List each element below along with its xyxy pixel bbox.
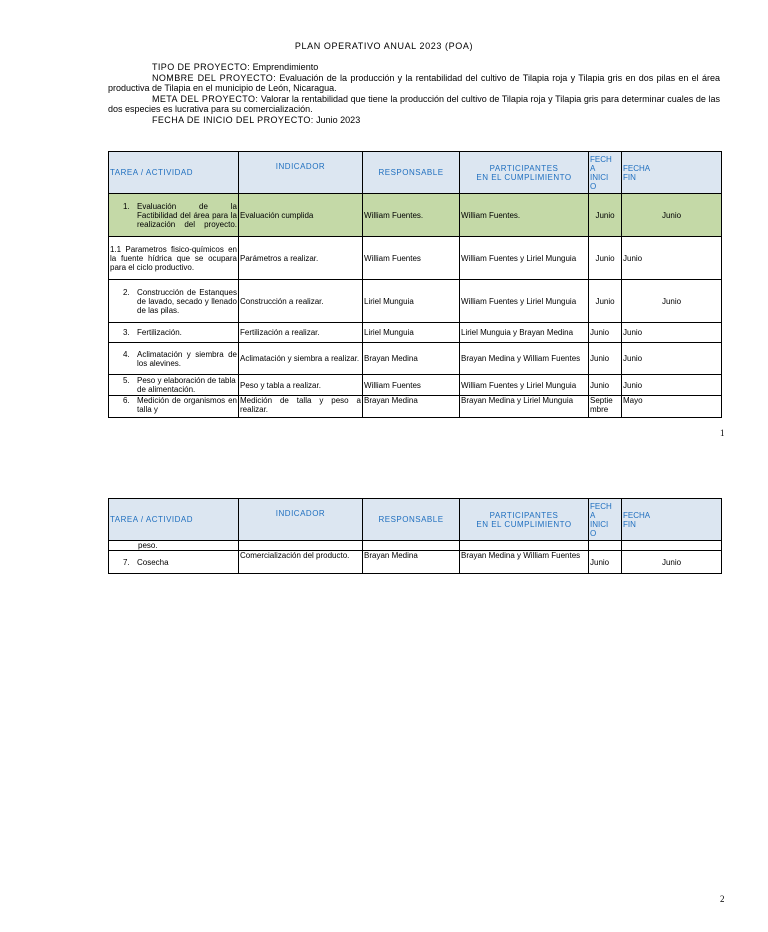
inicio-cell: Junio: [589, 280, 622, 323]
participantes-cell: [460, 541, 589, 551]
header-fecha-inicio-4: O: [590, 528, 597, 538]
header-fecha-inicio: [589, 499, 622, 541]
page-number-1: 1: [720, 428, 725, 438]
indicador-cell: Medición de talla y peso a realizar.: [239, 396, 363, 418]
tipo-value: Emprendimiento: [252, 62, 319, 72]
header-participantes: [460, 499, 589, 541]
tarea-text: Peso y elaboración de tabla de alimentación.: [137, 376, 236, 394]
header-fecha-inicio-3: INICI: [590, 519, 609, 529]
header-responsable: RESPONSABLE: [363, 499, 460, 541]
table-row: [109, 375, 722, 396]
indicador-cell: Evaluación cumplida: [239, 194, 363, 237]
fin-cell: Junio: [622, 551, 722, 574]
header-fecha-inicio-3: INICI: [590, 172, 609, 182]
document-title: PLAN OPERATIVO ANUAL 2023 (POA): [294, 41, 474, 51]
nombre-value: Evaluación de la producción y la rentabilidad del cultivo de Tilapia roja y Tilapia gris en dos pilas en el área productiva de Tilapia en el municipio de León, Nicaragua.: [108, 72, 720, 93]
header-fecha-fin: [622, 152, 722, 194]
header-fecha-inicio: [589, 152, 622, 194]
tipo-label: TIPO DE PROYECTO:: [152, 62, 251, 72]
fecha-value: Junio 2023: [316, 114, 361, 125]
inicio-cell: [589, 541, 622, 551]
fecha-label: FECHA DE INICIO DEL PROYECTO:: [152, 114, 314, 125]
indicador-cell: Aclimatación y siembra a realizar.: [239, 343, 363, 375]
header-fecha-inicio-1: FECH: [590, 154, 612, 164]
fin-cell: Junio: [622, 323, 722, 343]
participantes-cell: William Fuentes y Liriel Munguia: [460, 280, 589, 323]
participantes-cell: William Fuentes.: [460, 194, 589, 237]
responsable-cell: William Fuentes.: [363, 194, 460, 237]
responsable-cell: Liriel Munguia: [363, 323, 460, 343]
poa-table: [108, 151, 722, 418]
tarea-cell: [109, 551, 239, 574]
inicio-cell: Junio: [589, 343, 622, 375]
header-fecha-fin-1: FECHA: [623, 510, 651, 520]
table-row: [109, 237, 722, 280]
header-participantes-1: PARTICIPANTES: [489, 163, 559, 173]
indicador-cell: Parámetros a realizar.: [239, 237, 363, 280]
table-header-row: [109, 152, 722, 194]
responsable-cell: William Fuentes: [363, 375, 460, 396]
participantes-cell: William Fuentes y Liriel Munguia: [460, 237, 589, 280]
header-fecha-inicio-4: O: [590, 181, 597, 191]
responsable-cell: William Fuentes: [363, 237, 460, 280]
meta-label: META DEL PROYECTO:: [152, 93, 259, 104]
tarea-cell: [109, 280, 239, 323]
meta-proyecto: [108, 94, 720, 115]
participantes-cell: Liriel Munguia y Brayan Medina: [460, 323, 589, 343]
tarea-cell: [109, 375, 239, 396]
meta-value: Valorar la rentabilidad que tiene la producción del cultivo de Tilapia roja y Tilapia gris para determinar cuales de las dos especies es lucrativa para su comercialización.: [108, 93, 720, 114]
fin-cell: Junio: [622, 343, 722, 375]
header-tarea: TAREA / ACTIVIDAD: [109, 499, 239, 541]
inicio-line-2: mbre: [590, 405, 609, 414]
fin-cell: Mayo: [622, 396, 722, 418]
participantes-cell: Brayan Medina y Liriel Munguia: [460, 396, 589, 418]
inicio-cell: Junio: [589, 375, 622, 396]
tarea-cell: [109, 396, 239, 418]
header-fecha-fin: [622, 499, 722, 541]
tarea-num: 5.: [123, 376, 130, 385]
header-fecha-fin-1: FECHA: [623, 163, 651, 173]
tarea-num: 7.: [123, 557, 130, 567]
tarea-cell: [109, 194, 239, 237]
project-info: [108, 62, 720, 125]
table-row: [109, 323, 722, 343]
tarea-cell: [109, 323, 239, 343]
inicio-cell: Junio: [589, 194, 622, 237]
fecha-inicio-proyecto: [108, 115, 720, 126]
tarea-num: 2.: [123, 287, 130, 297]
nombre-label: NOMBRE DEL PROYECTO:: [152, 72, 277, 83]
participantes-cell: William Fuentes y Liriel Munguia: [460, 375, 589, 396]
header-responsable: RESPONSABLE: [363, 152, 460, 194]
header-fecha-inicio-2: A: [590, 163, 596, 173]
tarea-num: 4.: [123, 349, 130, 359]
inicio-line-1: Septie: [590, 396, 613, 405]
responsable-cell: [363, 541, 460, 551]
tarea-text: Construcción de Estanques de lavado, secado y llenado de las pilas.: [137, 287, 237, 315]
tarea-num: 1.: [123, 201, 130, 211]
fin-cell: Junio: [622, 237, 722, 280]
fin-cell: [622, 541, 722, 551]
tarea-num: 3.: [123, 328, 130, 337]
header-participantes-2: EN EL CUMPLIMIENTO: [476, 172, 572, 182]
header-participantes: [460, 152, 589, 194]
tarea-text: Parametros fisico-químicos en la fuente hídrica que se ocupara para el ciclo productivo.: [110, 244, 237, 272]
tarea-cell: [109, 343, 239, 375]
tarea-cell: peso.: [109, 541, 239, 551]
tarea-num: 1.1: [110, 244, 122, 254]
table-row: [109, 541, 722, 551]
header-indicador: INDICADOR: [239, 152, 363, 194]
page-number-2: 2: [720, 894, 725, 904]
tarea-text: Evaluación de la Factibilidad del área para la realización del proyecto.: [137, 201, 237, 229]
tarea-text: Aclimatación y siembra de los alevines.: [137, 349, 237, 368]
indicador-cell: Comercialización del producto.: [239, 551, 363, 574]
participantes-cell: Brayan Medina y William Fuentes: [460, 343, 589, 375]
table-row: [109, 194, 722, 237]
poa-table-continued: [108, 498, 722, 574]
inicio-cell: Junio: [589, 323, 622, 343]
responsable-cell: Brayan Medina: [363, 396, 460, 418]
inicio-cell: [589, 396, 622, 418]
header-fecha-inicio-2: A: [590, 510, 596, 520]
table-row: [109, 343, 722, 375]
responsable-cell: Brayan Medina: [363, 343, 460, 375]
tarea-num: 6.: [123, 396, 130, 405]
table-row: [109, 551, 722, 574]
header-participantes-2: EN EL CUMPLIMIENTO: [476, 519, 572, 529]
tarea-text: Fertilización.: [137, 328, 182, 337]
table-row: [109, 396, 722, 418]
table-row: [109, 280, 722, 323]
participantes-cell: Brayan Medina y William Fuentes: [460, 551, 589, 574]
tarea-text: Cosecha: [137, 557, 169, 567]
header-fecha-fin-2: FIN: [623, 519, 636, 529]
fin-cell: Junio: [622, 194, 722, 237]
header-fecha-inicio-1: FECH: [590, 501, 612, 511]
header-participantes-1: PARTICIPANTES: [489, 510, 559, 520]
fin-cell: Junio: [622, 280, 722, 323]
tarea-text: Medición de organismos en talla y: [137, 396, 237, 414]
indicador-cell: Fertilización a realizar.: [239, 323, 363, 343]
inicio-cell: Junio: [589, 237, 622, 280]
inicio-cell: Junio: [589, 551, 622, 574]
indicador-cell: Peso y tabla a realizar.: [239, 375, 363, 396]
responsable-cell: Liriel Munguia: [363, 280, 460, 323]
indicador-cell: Construcción a realizar.: [239, 280, 363, 323]
header-fecha-fin-2: FIN: [623, 172, 636, 182]
indicador-cell: [239, 541, 363, 551]
header-tarea: TAREA / ACTIVIDAD: [109, 152, 239, 194]
table-header-row: [109, 499, 722, 541]
tarea-cell: [109, 237, 239, 280]
responsable-cell: Brayan Medina: [363, 551, 460, 574]
header-indicador: INDICADOR: [239, 499, 363, 541]
tipo-proyecto: [108, 62, 720, 73]
fin-cell: Junio: [622, 375, 722, 396]
nombre-proyecto: [108, 73, 720, 94]
